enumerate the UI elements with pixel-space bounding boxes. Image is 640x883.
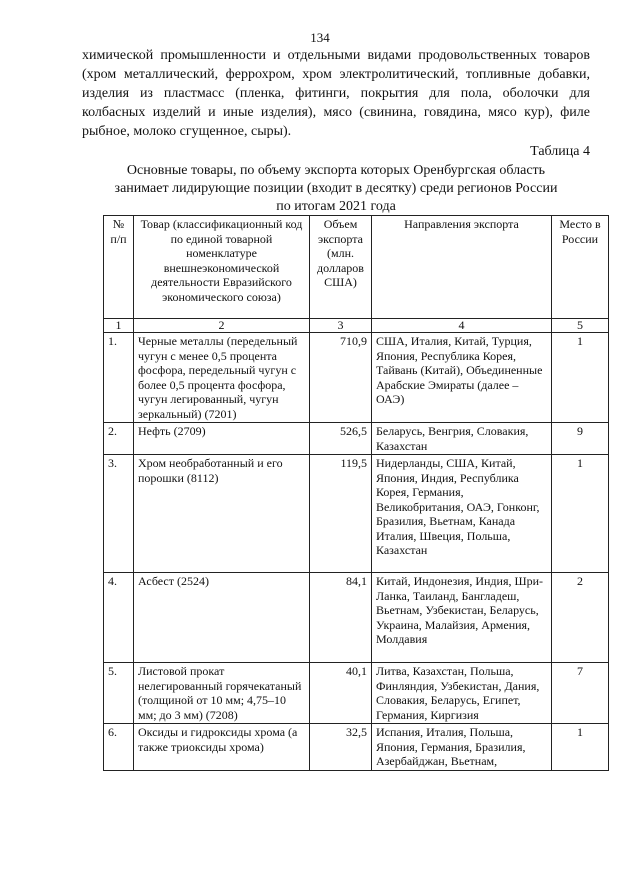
row-goods: Асбест (2524) xyxy=(134,573,310,663)
exports-table xyxy=(103,215,609,771)
header-rank: Место в России xyxy=(552,216,609,319)
row-rank: 1 xyxy=(552,724,609,771)
row-rank: 1 xyxy=(552,455,609,573)
header-volume: Объем экспорта (млн. долларов США) xyxy=(310,216,372,319)
table-caption-line: занимает лидирующие позиции (входит в десятку) среди регионов России xyxy=(114,181,558,196)
header-directions: Направления экспорта xyxy=(372,216,552,319)
column-index: 3 xyxy=(310,319,372,333)
table-label: Таблица 4 xyxy=(530,144,590,159)
table-caption xyxy=(82,162,590,216)
header-goods: Товар (классификационный код по единой товарной номенклатуре внешнеэкономической деятельности Евразийского экономического союза) xyxy=(134,216,310,319)
column-index: 1 xyxy=(104,319,134,333)
row-directions: Нидерланды, США, Китай, Япония, Индия, Республика Корея, Германия, Великобритания, ОАЭ, Гонконг, Бразилия, Вьетнам, Канада Италия, Швеция, Польша, Казахстан xyxy=(372,455,552,573)
row-volume: 40,1 xyxy=(310,663,372,724)
row-volume: 526,5 xyxy=(310,423,372,455)
row-directions: Испания, Италия, Польша, Япония, Германия, Бразилия, Азербайджан, Вьетнам, xyxy=(372,724,552,771)
row-directions: Литва, Казахстан, Польша, Финляндия, Узбекистан, Дания, Словакия, Беларусь, Египет, Германия, Киргизия xyxy=(372,663,552,724)
table-row xyxy=(104,663,609,724)
row-volume: 119,5 xyxy=(310,455,372,573)
row-volume: 710,9 xyxy=(310,333,372,423)
header-number: № п/п xyxy=(104,216,134,319)
row-goods: Нефть (2709) xyxy=(134,423,310,455)
table-row xyxy=(104,333,609,423)
row-directions: Беларусь, Венгрия, Словакия, Казахстан xyxy=(372,423,552,455)
row-rank: 1 xyxy=(552,333,609,423)
column-index: 5 xyxy=(552,319,609,333)
row-volume: 84,1 xyxy=(310,573,372,663)
row-number: 3. xyxy=(104,455,134,573)
page-number: 134 xyxy=(310,30,330,45)
intro-paragraph: химической промышленности и отдельными видами продовольственных товаров (хром металлический, феррохром, хром электролитический, топливные добавки, изделия из пластмасс (пленка, фитинги, покрытия для пола, оболочки для колбасных изделий и иные изделия), мясо (свинина, говядина, мясо кур), филе рыбное, молоко сгущенное, сыры). xyxy=(82,48,590,139)
row-directions: Китай, Индонезия, Индия, Шри-Ланка, Таиланд, Бангладеш, Вьетнам, Узбекистан, Беларусь, Украина, Малайзия, Армения, Молдавия xyxy=(372,573,552,663)
column-index: 2 xyxy=(134,319,310,333)
table-header-row xyxy=(104,216,609,319)
row-goods: Черные металлы (передельный чугун с менее 0,5 процента фосфора, передельный чугун с более 0,5 процента фосфора, чугун легированный, чугун зеркальный) (7201) xyxy=(134,333,310,423)
row-goods: Листовой прокат нелегированный горячекатаный (толщиной от 10 мм; 4,75–10 мм; до 3 мм) (7208) xyxy=(134,663,310,724)
row-goods: Оксиды и гидроксиды хрома (а также триоксиды хрома) xyxy=(134,724,310,771)
row-number: 5. xyxy=(104,663,134,724)
row-number: 6. xyxy=(104,724,134,771)
row-number: 2. xyxy=(104,423,134,455)
row-number: 4. xyxy=(104,573,134,663)
row-goods: Хром необработанный и его порошки (8112) xyxy=(134,455,310,573)
row-rank: 7 xyxy=(552,663,609,724)
row-rank: 9 xyxy=(552,423,609,455)
column-index: 4 xyxy=(372,319,552,333)
table-row xyxy=(104,573,609,663)
table-row xyxy=(104,455,609,573)
column-index-row xyxy=(104,319,609,333)
table-caption-line: по итогам 2021 года xyxy=(276,199,396,214)
row-number: 1. xyxy=(104,333,134,423)
row-directions: США, Италия, Китай, Турция, Япония, Республика Корея, Тайвань (Китай), Объединенные Арабские Эмираты (далее – ОАЭ) xyxy=(372,333,552,423)
table-row xyxy=(104,423,609,455)
table-row xyxy=(104,724,609,771)
row-volume: 32,5 xyxy=(310,724,372,771)
row-rank: 2 xyxy=(552,573,609,663)
table-caption-line: Основные товары, по объему экспорта которых Оренбургская область xyxy=(126,163,546,178)
